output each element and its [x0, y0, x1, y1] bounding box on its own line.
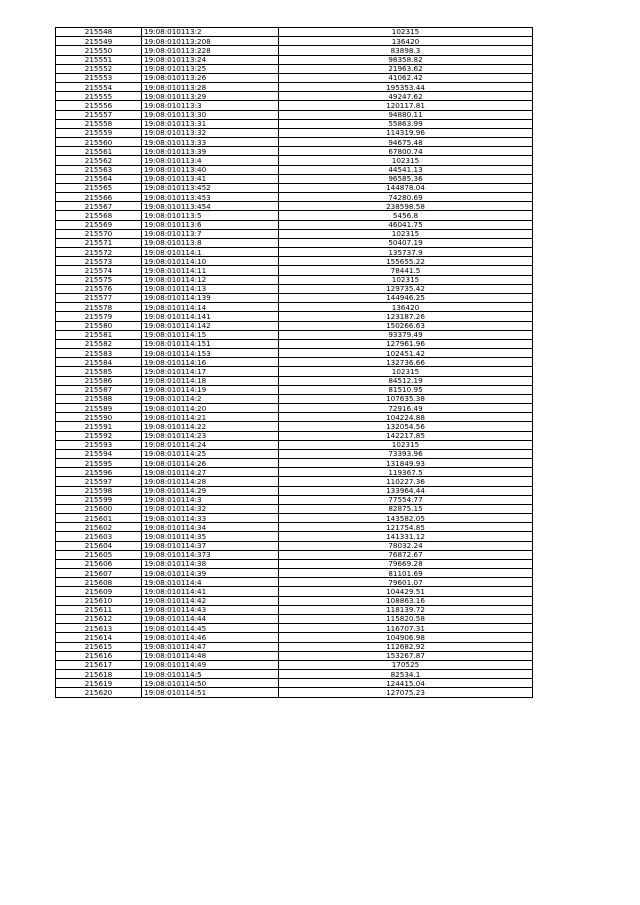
cadastral-number-cell: 19:08:010114:45: [142, 624, 279, 633]
cadastral-number-cell: 19:08:010113:8: [142, 238, 279, 247]
table-row: [56, 532, 533, 541]
row-number-cell: 215586: [56, 376, 142, 385]
row-number-cell: 215595: [56, 459, 142, 468]
table-row: [56, 257, 533, 266]
table-row: [56, 128, 533, 137]
table-row: [56, 431, 533, 440]
row-number-cell: 215620: [56, 688, 142, 697]
row-number-cell: 215552: [56, 64, 142, 73]
cadastral-number-cell: 19:08:010114:17: [142, 367, 279, 376]
row-number-cell: 215576: [56, 284, 142, 293]
row-number-cell: 215603: [56, 532, 142, 541]
row-number-cell: 215551: [56, 55, 142, 64]
row-number-cell: 215570: [56, 229, 142, 238]
table-row: [56, 459, 533, 468]
table-row: [56, 413, 533, 422]
table-row: [56, 229, 533, 238]
table-row: [56, 394, 533, 403]
value-cell: 77554.77: [279, 495, 533, 504]
table-row: [56, 541, 533, 550]
table-row: [56, 578, 533, 587]
cadastral-number-cell: 19:08:010113:4: [142, 156, 279, 165]
cadastral-number-cell: 19:08:010114:141: [142, 312, 279, 321]
cadastral-number-cell: 19:08:010113:6: [142, 220, 279, 229]
cadastral-number-cell: 19:08:010114:33: [142, 514, 279, 523]
value-cell: 136420: [279, 303, 533, 312]
cadastral-number-cell: 19:08:010113:29: [142, 92, 279, 101]
table-row: [56, 193, 533, 202]
cadastral-number-cell: 19:08:010114:12: [142, 275, 279, 284]
cadastral-number-cell: 19:08:010113:7: [142, 229, 279, 238]
table-row: [56, 559, 533, 568]
value-cell: 78441.5: [279, 266, 533, 275]
row-number-cell: 215608: [56, 578, 142, 587]
cadastral-number-cell: 19:08:010114:43: [142, 605, 279, 614]
value-cell: 104429.51: [279, 587, 533, 596]
cadastral-number-cell: 19:08:010114:21: [142, 413, 279, 422]
table-row: [56, 367, 533, 376]
table-row: [56, 495, 533, 504]
cadastral-number-cell: 19:08:010114:15: [142, 330, 279, 339]
value-cell: 133964.44: [279, 486, 533, 495]
cadastral-number-cell: 19:08:010114:32: [142, 504, 279, 513]
table-row: [56, 624, 533, 633]
value-cell: 153267.87: [279, 651, 533, 660]
cadastral-number-cell: 19:08:010114:28: [142, 477, 279, 486]
row-number-cell: 215587: [56, 385, 142, 394]
value-cell: 118139.72: [279, 605, 533, 614]
table-row: [56, 101, 533, 110]
cadastral-number-cell: 19:08:010113:453: [142, 193, 279, 202]
value-cell: 142217.85: [279, 431, 533, 440]
row-number-cell: 215585: [56, 367, 142, 376]
cadastral-number-cell: 19:08:010113:31: [142, 119, 279, 128]
cadastral-number-cell: 19:08:010114:26: [142, 459, 279, 468]
table-row: [56, 211, 533, 220]
table-row: [56, 83, 533, 92]
cadastral-number-cell: 19:08:010114:37: [142, 541, 279, 550]
table-row: [56, 339, 533, 348]
row-number-cell: 215584: [56, 358, 142, 367]
value-cell: 124415.04: [279, 679, 533, 688]
cadastral-number-cell: 19:08:010114:35: [142, 532, 279, 541]
value-cell: 55863.99: [279, 119, 533, 128]
value-cell: 78032.24: [279, 541, 533, 550]
table-row: [56, 248, 533, 257]
cadastral-number-cell: 19:08:010114:42: [142, 596, 279, 605]
row-number-cell: 215581: [56, 330, 142, 339]
cadastral-number-cell: 19:08:010114:20: [142, 404, 279, 413]
cadastral-number-cell: 19:08:010113:2: [142, 28, 279, 37]
value-cell: 83898.3: [279, 46, 533, 55]
table-row: [56, 110, 533, 119]
value-cell: 98358.82: [279, 55, 533, 64]
row-number-cell: 215583: [56, 349, 142, 358]
row-number-cell: 215601: [56, 514, 142, 523]
table-row: [56, 156, 533, 165]
table-row: [56, 321, 533, 330]
row-number-cell: 215578: [56, 303, 142, 312]
cadastral-number-cell: 19:08:010114:44: [142, 615, 279, 624]
cadastral-number-cell: 19:08:010113:454: [142, 202, 279, 211]
value-cell: 21963.62: [279, 64, 533, 73]
row-number-cell: 215567: [56, 202, 142, 211]
cadastral-number-cell: 19:08:010114:47: [142, 642, 279, 651]
value-cell: 132736.66: [279, 358, 533, 367]
row-number-cell: 215563: [56, 165, 142, 174]
table-row: [56, 275, 533, 284]
table-row: [56, 37, 533, 46]
value-cell: 82875.15: [279, 504, 533, 513]
row-number-cell: 215597: [56, 477, 142, 486]
data-table-body: [56, 28, 533, 698]
cadastral-number-cell: 19:08:010113:33: [142, 138, 279, 147]
table-row: [56, 514, 533, 523]
cadastral-number-cell: 19:08:010114:4: [142, 578, 279, 587]
table-row: [56, 238, 533, 247]
value-cell: 129735.42: [279, 284, 533, 293]
row-number-cell: 215573: [56, 257, 142, 266]
row-number-cell: 215613: [56, 624, 142, 633]
row-number-cell: 215592: [56, 431, 142, 440]
value-cell: 135737.9: [279, 248, 533, 257]
row-number-cell: 215614: [56, 633, 142, 642]
row-number-cell: 215606: [56, 559, 142, 568]
table-row: [56, 92, 533, 101]
table-row: [56, 330, 533, 339]
row-number-cell: 215560: [56, 138, 142, 147]
cadastral-number-cell: 19:08:010113:30: [142, 110, 279, 119]
cadastral-number-cell: 19:08:010114:10: [142, 257, 279, 266]
row-number-cell: 215572: [56, 248, 142, 257]
table-row: [56, 477, 533, 486]
value-cell: 127961.96: [279, 339, 533, 348]
value-cell: 144878.04: [279, 183, 533, 192]
row-number-cell: 215549: [56, 37, 142, 46]
value-cell: 238598.58: [279, 202, 533, 211]
cadastral-number-cell: 19:08:010113:3: [142, 101, 279, 110]
value-cell: 104224.88: [279, 413, 533, 422]
table-row: [56, 523, 533, 532]
cadastral-number-cell: 19:08:010114:25: [142, 449, 279, 458]
cadastral-number-cell: 19:08:010114:29: [142, 486, 279, 495]
value-cell: 44541.13: [279, 165, 533, 174]
row-number-cell: 215555: [56, 92, 142, 101]
row-number-cell: 215607: [56, 569, 142, 578]
value-cell: 102315: [279, 440, 533, 449]
table-row: [56, 550, 533, 559]
row-number-cell: 215600: [56, 504, 142, 513]
value-cell: 67800.74: [279, 147, 533, 156]
cadastral-number-cell: 19:08:010114:151: [142, 339, 279, 348]
table-row: [56, 73, 533, 82]
value-cell: 5456.8: [279, 211, 533, 220]
value-cell: 110227.36: [279, 477, 533, 486]
value-cell: 81101.69: [279, 569, 533, 578]
row-number-cell: 215579: [56, 312, 142, 321]
row-number-cell: 215559: [56, 128, 142, 137]
value-cell: 116707.31: [279, 624, 533, 633]
row-number-cell: 215611: [56, 605, 142, 614]
row-number-cell: 215557: [56, 110, 142, 119]
row-number-cell: 215575: [56, 275, 142, 284]
row-number-cell: 215593: [56, 440, 142, 449]
value-cell: 41062.42: [279, 73, 533, 82]
value-cell: 94675.48: [279, 138, 533, 147]
table-row: [56, 468, 533, 477]
row-number-cell: 215615: [56, 642, 142, 651]
value-cell: 127075.23: [279, 688, 533, 697]
value-cell: 123187.26: [279, 312, 533, 321]
cadastral-number-cell: 19:08:010113:26: [142, 73, 279, 82]
value-cell: 170525: [279, 660, 533, 669]
table-row: [56, 404, 533, 413]
row-number-cell: 215598: [56, 486, 142, 495]
table-row: [56, 688, 533, 697]
table-row: [56, 202, 533, 211]
row-number-cell: 215580: [56, 321, 142, 330]
cadastral-number-cell: 19:08:010114:1: [142, 248, 279, 257]
table-row: [56, 486, 533, 495]
value-cell: 119367.5: [279, 468, 533, 477]
value-cell: 46041.75: [279, 220, 533, 229]
value-cell: 79669.28: [279, 559, 533, 568]
cadastral-number-cell: 19:08:010113:40: [142, 165, 279, 174]
row-number-cell: 215588: [56, 394, 142, 403]
row-number-cell: 215574: [56, 266, 142, 275]
value-cell: 120117.81: [279, 101, 533, 110]
value-cell: 102315: [279, 367, 533, 376]
cadastral-number-cell: 19:08:010114:18: [142, 376, 279, 385]
table-row: [56, 266, 533, 275]
value-cell: 107635.38: [279, 394, 533, 403]
value-cell: 93379.49: [279, 330, 533, 339]
table-row: [56, 358, 533, 367]
table-row: [56, 587, 533, 596]
row-number-cell: 215612: [56, 615, 142, 624]
row-number-cell: 215561: [56, 147, 142, 156]
table-row: [56, 284, 533, 293]
value-cell: 131849.93: [279, 459, 533, 468]
table-row: [56, 642, 533, 651]
cadastral-number-cell: 19:08:010113:208: [142, 37, 279, 46]
row-number-cell: 215594: [56, 449, 142, 458]
row-number-cell: 215605: [56, 550, 142, 559]
value-cell: 132054.56: [279, 422, 533, 431]
table-row: [56, 605, 533, 614]
table-row: [56, 28, 533, 37]
row-number-cell: 215558: [56, 119, 142, 128]
value-cell: 121754.85: [279, 523, 533, 532]
cadastral-number-cell: 19:08:010114:2: [142, 394, 279, 403]
table-row: [56, 64, 533, 73]
cadastral-number-cell: 19:08:010114:46: [142, 633, 279, 642]
table-row: [56, 138, 533, 147]
value-cell: 96585.36: [279, 174, 533, 183]
cadastral-number-cell: 19:08:010114:13: [142, 284, 279, 293]
value-cell: 74280.69: [279, 193, 533, 202]
table-row: [56, 55, 533, 64]
row-number-cell: 215617: [56, 660, 142, 669]
row-number-cell: 215604: [56, 541, 142, 550]
row-number-cell: 215577: [56, 293, 142, 302]
cadastral-number-cell: 19:08:010114:19: [142, 385, 279, 394]
table-row: [56, 183, 533, 192]
row-number-cell: 215599: [56, 495, 142, 504]
cadastral-number-cell: 19:08:010114:373: [142, 550, 279, 559]
table-row: [56, 46, 533, 55]
cadastral-number-cell: 19:08:010113:28: [142, 83, 279, 92]
table-row: [56, 440, 533, 449]
cadastral-number-cell: 19:08:010114:38: [142, 559, 279, 568]
cadastral-number-cell: 19:08:010113:5: [142, 211, 279, 220]
row-number-cell: 215619: [56, 679, 142, 688]
cadastral-number-cell: 19:08:010114:48: [142, 651, 279, 660]
row-number-cell: 215609: [56, 587, 142, 596]
value-cell: 102315: [279, 229, 533, 238]
cadastral-number-cell: 19:08:010114:14: [142, 303, 279, 312]
value-cell: 115820.58: [279, 615, 533, 624]
table-row: [56, 293, 533, 302]
value-cell: 84512.19: [279, 376, 533, 385]
cadastral-number-cell: 19:08:010113:24: [142, 55, 279, 64]
cadastral-number-cell: 19:08:010113:452: [142, 183, 279, 192]
value-cell: 82534.1: [279, 670, 533, 679]
value-cell: 50407.19: [279, 238, 533, 247]
cadastral-number-cell: 19:08:010113:39: [142, 147, 279, 156]
value-cell: 143582.05: [279, 514, 533, 523]
cadastral-number-cell: 19:08:010114:24: [142, 440, 279, 449]
row-number-cell: 215550: [56, 46, 142, 55]
cadastral-number-cell: 19:08:010114:139: [142, 293, 279, 302]
value-cell: 114319.96: [279, 128, 533, 137]
cadastral-number-cell: 19:08:010114:16: [142, 358, 279, 367]
table-row: [56, 504, 533, 513]
table-row: [56, 385, 533, 394]
table-row: [56, 633, 533, 642]
cadastral-number-cell: 19:08:010114:49: [142, 660, 279, 669]
row-number-cell: 215602: [56, 523, 142, 532]
row-number-cell: 215566: [56, 193, 142, 202]
row-number-cell: 215554: [56, 83, 142, 92]
row-number-cell: 215610: [56, 596, 142, 605]
row-number-cell: 215571: [56, 238, 142, 247]
cadastral-number-cell: 19:08:010113:41: [142, 174, 279, 183]
row-number-cell: 215548: [56, 28, 142, 37]
value-cell: 141331.12: [279, 532, 533, 541]
table-row: [56, 349, 533, 358]
row-number-cell: 215562: [56, 156, 142, 165]
value-cell: 94880.11: [279, 110, 533, 119]
cadastral-number-cell: 19:08:010114:3: [142, 495, 279, 504]
row-number-cell: 215590: [56, 413, 142, 422]
cadastral-number-cell: 19:08:010114:41: [142, 587, 279, 596]
row-number-cell: 215618: [56, 670, 142, 679]
value-cell: 144946.25: [279, 293, 533, 302]
table-row: [56, 376, 533, 385]
value-cell: 136420: [279, 37, 533, 46]
row-number-cell: 215616: [56, 651, 142, 660]
row-number-cell: 215569: [56, 220, 142, 229]
cadastral-number-cell: 19:08:010114:5: [142, 670, 279, 679]
value-cell: 76872.67: [279, 550, 533, 559]
value-cell: 104906.98: [279, 633, 533, 642]
cadastral-number-cell: 19:08:010114:11: [142, 266, 279, 275]
value-cell: 73393.96: [279, 449, 533, 458]
table-row: [56, 651, 533, 660]
table-row: [56, 220, 533, 229]
table-row: [56, 569, 533, 578]
table-row: [56, 449, 533, 458]
table-row: [56, 660, 533, 669]
value-cell: 81510.95: [279, 385, 533, 394]
table-row: [56, 119, 533, 128]
cadastral-number-cell: 19:08:010113:32: [142, 128, 279, 137]
value-cell: 102451.42: [279, 349, 533, 358]
value-cell: 195353.44: [279, 83, 533, 92]
table-row: [56, 679, 533, 688]
row-number-cell: 215589: [56, 404, 142, 413]
row-number-cell: 215564: [56, 174, 142, 183]
data-table: [55, 27, 533, 698]
value-cell: 112682.92: [279, 642, 533, 651]
table-row: [56, 615, 533, 624]
row-number-cell: 215568: [56, 211, 142, 220]
cadastral-number-cell: 19:08:010114:153: [142, 349, 279, 358]
value-cell: 102315: [279, 156, 533, 165]
row-number-cell: 215591: [56, 422, 142, 431]
table-row: [56, 596, 533, 605]
row-number-cell: 215596: [56, 468, 142, 477]
cadastral-number-cell: 19:08:010114:34: [142, 523, 279, 532]
cadastral-number-cell: 19:08:010113:25: [142, 64, 279, 73]
table-row: [56, 147, 533, 156]
cadastral-number-cell: 19:08:010114:23: [142, 431, 279, 440]
row-number-cell: 215556: [56, 101, 142, 110]
cadastral-number-cell: 19:08:010114:22: [142, 422, 279, 431]
value-cell: 72916.49: [279, 404, 533, 413]
row-number-cell: 215582: [56, 339, 142, 348]
value-cell: 150266.63: [279, 321, 533, 330]
cadastral-number-cell: 19:08:010114:27: [142, 468, 279, 477]
table-row: [56, 312, 533, 321]
value-cell: 102315: [279, 28, 533, 37]
row-number-cell: 215565: [56, 183, 142, 192]
table-row: [56, 165, 533, 174]
value-cell: 155655.22: [279, 257, 533, 266]
table-row: [56, 303, 533, 312]
table-row: [56, 174, 533, 183]
table-row: [56, 670, 533, 679]
row-number-cell: 215553: [56, 73, 142, 82]
cadastral-number-cell: 19:08:010113:228: [142, 46, 279, 55]
cadastral-number-cell: 19:08:010114:50: [142, 679, 279, 688]
value-cell: 102315: [279, 275, 533, 284]
table-row: [56, 422, 533, 431]
cadastral-number-cell: 19:08:010114:142: [142, 321, 279, 330]
value-cell: 49247.62: [279, 92, 533, 101]
cadastral-number-cell: 19:08:010114:39: [142, 569, 279, 578]
value-cell: 79601.07: [279, 578, 533, 587]
cadastral-number-cell: 19:08:010114:51: [142, 688, 279, 697]
value-cell: 108863.16: [279, 596, 533, 605]
